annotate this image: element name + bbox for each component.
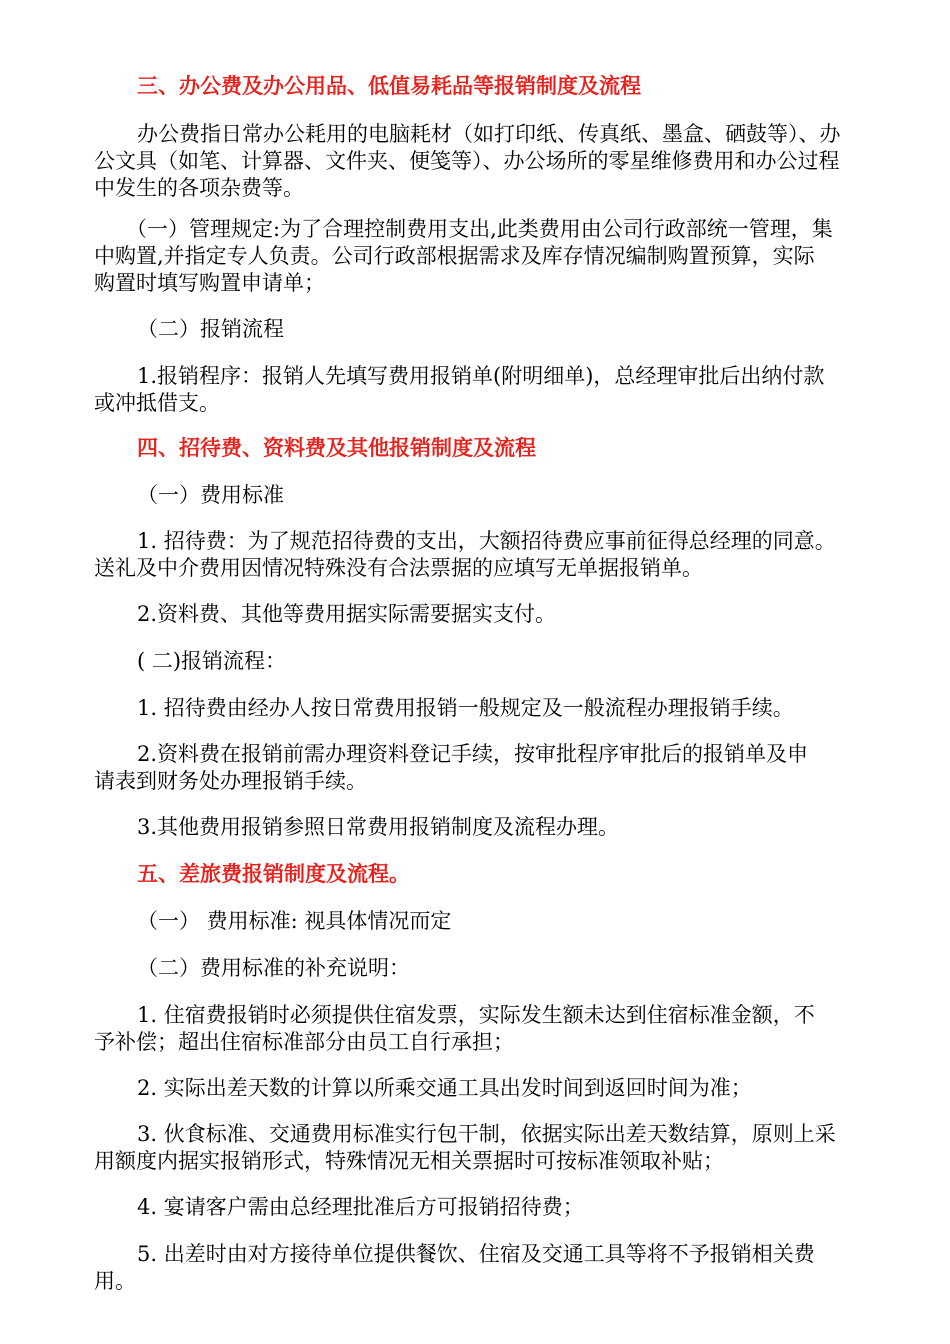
paragraph-management-rules-line-1: （一）管理规定:为了合理控制费用支出,此类费用由公司行政部统一管理，集 — [126, 217, 833, 241]
subheading-standard-supplement: （二）费用标准的补充说明： — [137, 956, 410, 980]
paragraph-office-expense-line-1: 办公费指日常办公耗用的电脑耗材（如打印纸、传真纸、墨盒、硒鼓等）、办 — [137, 122, 841, 146]
paragraph-entertainment-line-2: 送礼及中介费用因情况特殊没有合法票据的应填写无单据报销单。 — [94, 556, 703, 580]
paragraph-office-expense-line-3: 中发生的各项杂费等。 — [94, 176, 304, 200]
paragraph-materials-process-line-1: 2.资料费在报销前需办理资料登记手续，按审批程序审批后的报销单及申 — [137, 742, 809, 766]
section-heading-4: 四、招待费、资料费及其他报销制度及流程 — [137, 436, 536, 460]
subheading-reimbursement-process: （二）报销流程 — [137, 317, 284, 341]
subheading-reimbursement-process-2: ( 二)报销流程： — [137, 649, 287, 673]
paragraph-hosted-travel-line-1: 5. 出差时由对方接待单位提供餐饮、住宿及交通工具等将不予报销相关费 — [137, 1242, 815, 1266]
section-heading-5: 五、差旅费报销制度及流程。 — [137, 862, 410, 886]
paragraph-management-rules-line-2: 中购置,并指定专人负责。公司行政部根据需求及库存情况编制购置预算，实际 — [94, 244, 815, 268]
paragraph-materials-fee: 2.资料费、其他等费用据实际需要据实支付。 — [137, 602, 557, 626]
paragraph-management-rules-line-3: 购置时填写购置申请单； — [94, 271, 325, 295]
paragraph-meal-transport-line-1: 3. 伙食标准、交通费用标准实行包干制，依据实际出差天数结算，原则上采 — [137, 1122, 836, 1146]
paragraph-accommodation-line-2: 予补偿；超出住宿标准部分由员工自行承担； — [94, 1030, 514, 1054]
paragraph-reimbursement-procedure-line-1: 1.报销程序：报销人先填写费用报销单(附明细单)，总经理审批后出纳付款 — [137, 364, 825, 388]
paragraph-materials-process-line-2: 请表到财务处办理报销手续。 — [94, 769, 367, 793]
paragraph-office-expense-line-2: 公文具（如笔、计算器、文件夹、便笺等）、办公场所的零星维修费用和办公过程 — [94, 149, 840, 173]
paragraph-meal-transport-line-2: 用额度内据实报销形式，特殊情况无相关票据时可按标准领取补贴； — [94, 1149, 724, 1173]
paragraph-accommodation-line-1: 1. 住宿费报销时必须提供住宿发票，实际发生额未达到住宿标准金额，不 — [137, 1003, 815, 1027]
paragraph-other-expenses: 3.其他费用报销参照日常费用报销制度及流程办理。 — [137, 815, 620, 839]
section-heading-3: 三、办公费及办公用品、低值易耗品等报销制度及流程 — [137, 74, 641, 98]
subheading-expense-standards: （一）费用标准 — [137, 483, 284, 507]
paragraph-hosted-travel-line-2: 用。 — [94, 1269, 136, 1293]
paragraph-entertainment-process: 1. 招待费由经办人按日常费用报销一般规定及一般流程办理报销手续。 — [137, 696, 794, 720]
paragraph-travel-standard: （一） 费用标准: 视具体情况而定 — [137, 909, 452, 933]
paragraph-client-banquet: 4. 宴请客户需由总经理批准后方可报销招待费； — [137, 1195, 584, 1219]
paragraph-entertainment-line-1: 1. 招待费：为了规范招待费的支出，大额招待费应事前征得总经理的同意。 — [137, 529, 836, 553]
paragraph-reimbursement-procedure-line-2: 或冲抵借支。 — [94, 391, 220, 415]
paragraph-travel-days: 2. 实际出差天数的计算以所乘交通工具出发时间到返回时间为准； — [137, 1076, 752, 1100]
